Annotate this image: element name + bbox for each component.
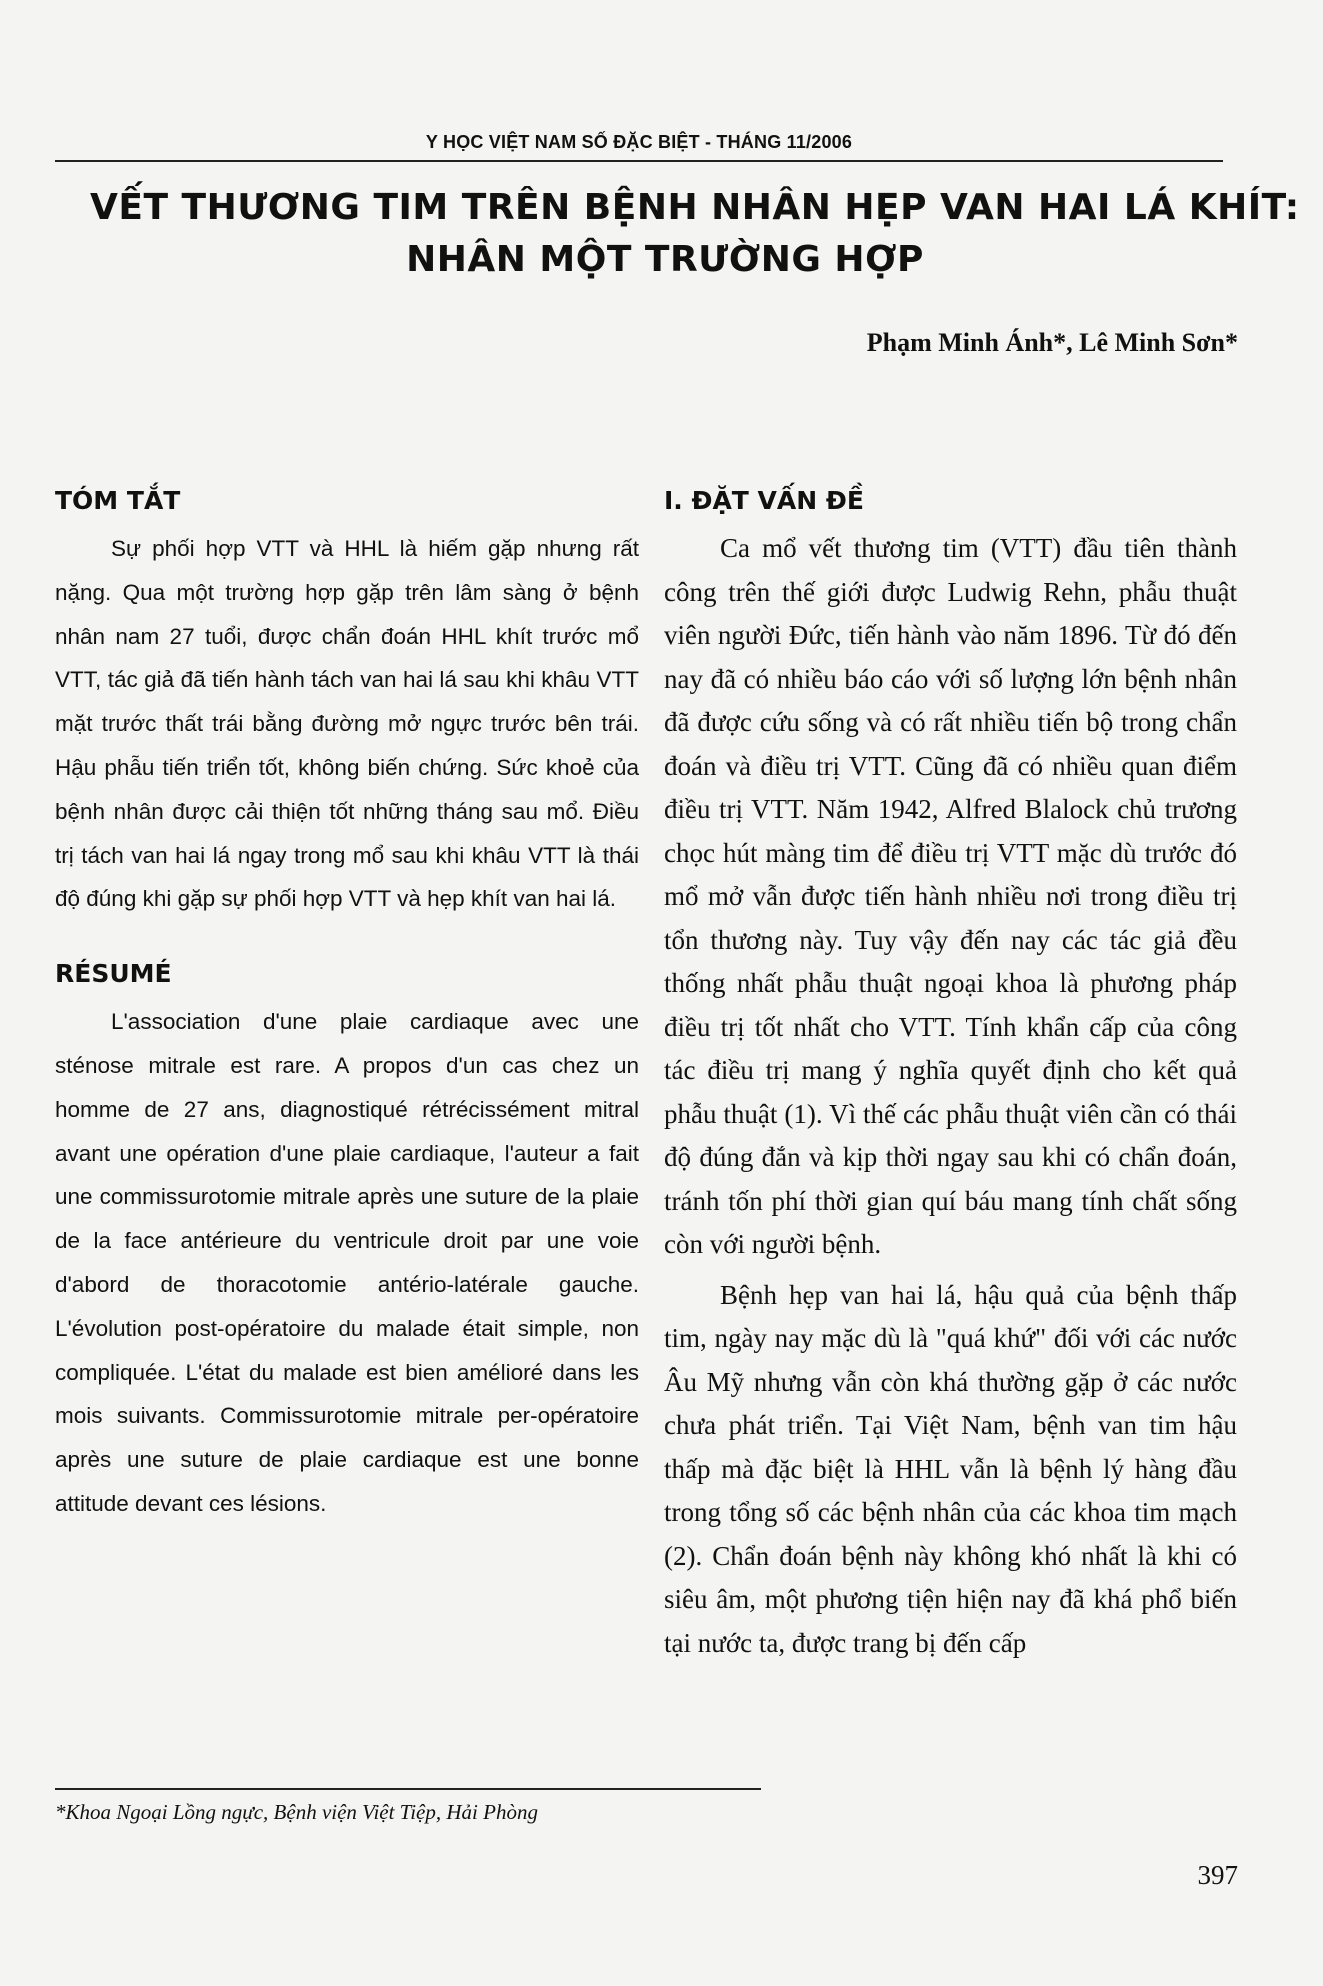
intro-paragraph-2: Bệnh hẹp van hai lá, hậu quả của bệnh thấp tim, ngày nay mặc dù là "quá khứ" đối với các nước Âu Mỹ nhưng vẫn còn khá thường gặp ở các nước chưa phát triển. Tại Việt Nam, bệnh van tim hậu thấp mà đặc biệt là HHL vẫn là bệnh lý hàng đầu trong tổng số các bệnh nhân của các khoa tim mạch (2). Chẩn đoán bệnh này không khó nhất là khi có siêu âm, một phương tiện hiện nay đã khá phổ biến tại nước ta, được trang bị đến cấp xyxy=(664,1279,1237,1658)
article-title xyxy=(90,182,1300,286)
intro-heading: I. ĐẶT VẤN ĐỀ xyxy=(664,486,864,515)
title-line-2: NHÂN MỘT TRƯỜNG HỢP xyxy=(406,239,924,280)
header-rule xyxy=(55,160,1223,162)
right-column xyxy=(664,486,1237,1665)
resume-heading: RÉSUMÉ xyxy=(55,959,172,989)
abstract-heading: TÓM TẮT xyxy=(55,486,181,515)
author-list: Phạm Minh Ánh*, Lê Minh Sơn* xyxy=(866,328,1238,357)
running-header: Y HỌC VIỆT NAM SỐ ĐẶC BIỆT - THÁNG 11/2006 xyxy=(425,132,853,152)
page-number: 397 xyxy=(1197,1860,1238,1890)
abstract-text: Sự phối hợp VTT và HHL là hiếm gặp nhưng rất nặng. Qua một trường hợp gặp trên lâm sàng ở bệnh nhân nam 27 tuổi, được chẩn đoán HHL khít trước mổ VTT, tác giả đã tiến hành tách van hai lá sau khi khâu VTT mặt trước thất trái bằng đường mở ngực trước bên trái. Hậu phẫu tiến triển tốt, không biến chứng. Sức khoẻ của bệnh nhân được cải thiện tốt những tháng sau mổ. Điều trị tách van hai lá ngay trong mổ sau khi khâu VTT là thái độ đúng khi gặp sự phối hợp VTT và hẹp khít van hai lá. xyxy=(55,536,639,912)
intro-paragraph-1: Ca mổ vết thương tim (VTT) đầu tiên thành công trên thế giới được Ludwig Rehn, phẫu thuật viên người Đức, tiến hành vào năm 1896. Từ đó đến nay đã có nhiều báo cáo với số lượng lớn bệnh nhân đã được cứu sống và có rất nhiều tiến bộ trong chẩn đoán và điều trị VTT. Cũng đã có nhiều quan điểm điều trị VTT. Năm 1942, Alfred Blalock chủ trương chọc hút màng tim để điều trị VTT mặc dù trước đó mổ mở vẫn được tiến hành nhiều nơi trong điều trị tổn thương này. Tuy vậy đến nay các tác giả đều thống nhất phẫu thuật ngoại khoa là phương pháp điều trị tốt nhất cho VTT. Tính khẩn cấp của công tác điều trị mang ý nghĩa quyết định cho kết quả phẫu thuật (1). Vì thế các phẫu thuật viên cần có thái độ đúng đắn và kịp thời ngay sau khi có chẩn đoán, tránh tốn phí thời gian quí báu mang tính chất sống còn với người bệnh. xyxy=(664,533,1237,1259)
resume-text: L'association d'une plaie cardiaque avec une sténose mitrale est rare. A propos d'un cas chez un homme de 27 ans, diagnostiqué rétrécissément mitral avant une opération d'une plaie cardiaque, l'auteur a fait une commissurotomie mitrale après une suture de la plaie de la face antérieure du ventricule droit par une voie d'abord de thoracotomie antério-latérale gauche. L'évolution post-opératoire du malade était simple, non compliquée. L'état du malade est bien amélioré dans les mois suivants. Commissurotomie mitrale per-opératoire après une suture de plaie cardiaque est une bonne attitude devant ces lésions. xyxy=(55,1009,639,1516)
title-line-1: VẾT THƯƠNG TIM TRÊN BỆNH NHÂN HẸP VAN HAI LÁ KHÍT: xyxy=(90,187,1300,228)
footnote-rule xyxy=(55,1788,761,1790)
left-column xyxy=(55,486,639,1526)
affiliation-footnote: *Khoa Ngoại Lồng ngực, Bệnh viện Việt Tiệp, Hải Phòng xyxy=(55,1800,538,1824)
